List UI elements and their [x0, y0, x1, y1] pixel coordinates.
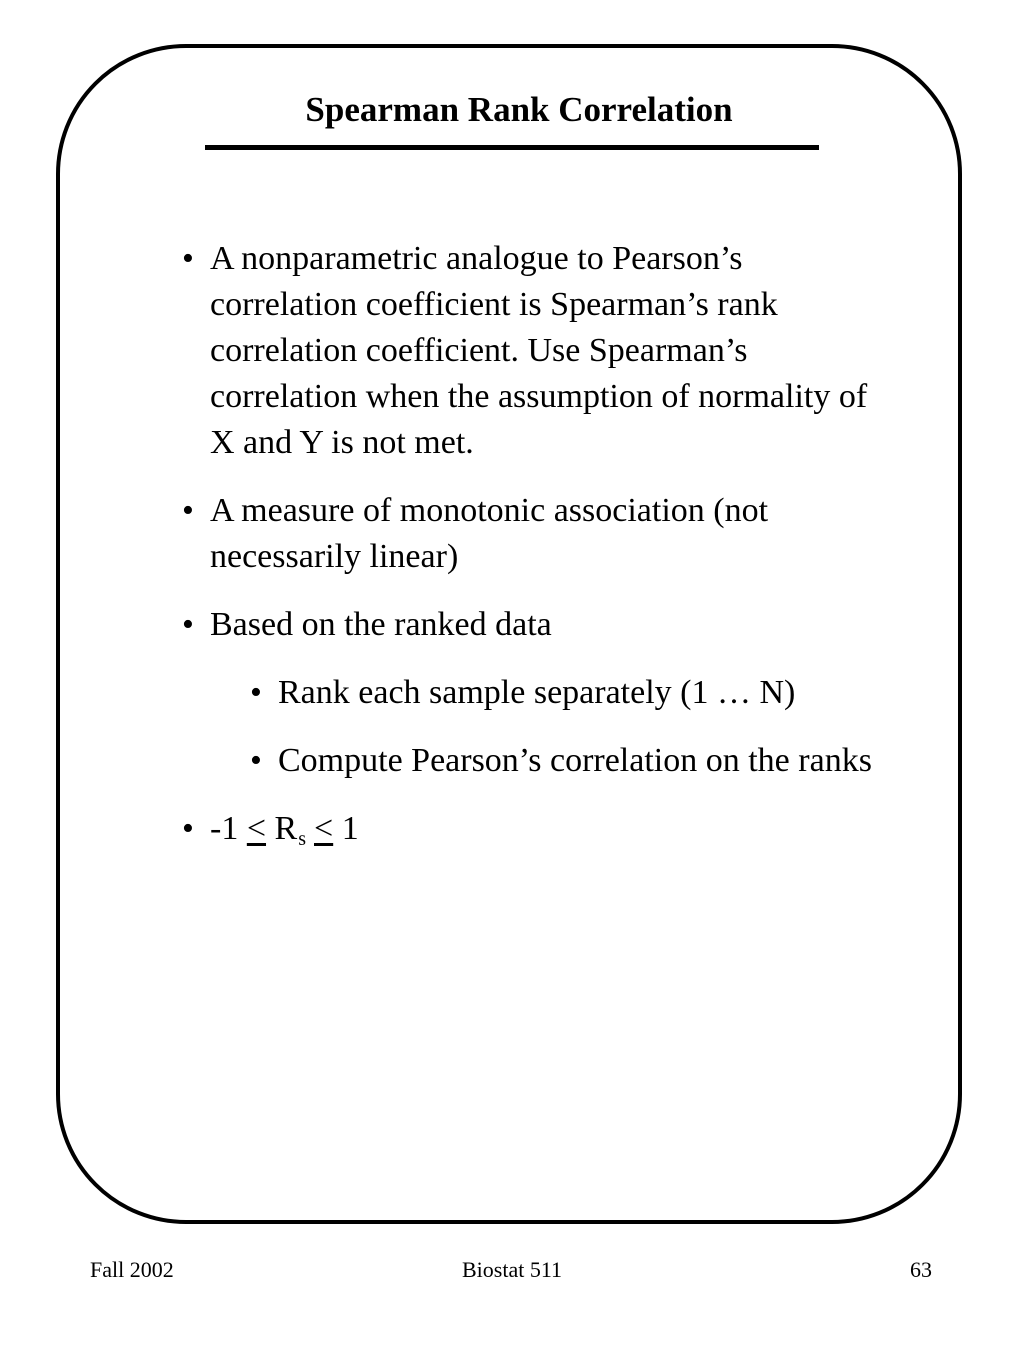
bullet-list: [180, 236, 880, 884]
bullet-text: Based on the ranked data: [210, 606, 552, 643]
title-underline: [205, 145, 819, 150]
formula-bullet: [180, 806, 880, 862]
bullet-text: A nonparametric analogue to Pearson’s correlation coefficient is Spearman’s rank correlation coefficient. Use Spearman’s correlation when the assumption of normality of X and Y is not met.: [210, 240, 868, 461]
bullet-text: Compute Pearson’s correlation on the ranks: [278, 742, 872, 779]
bullet-marker: •: [182, 810, 194, 847]
sub-bullet-item: [248, 738, 880, 784]
bullet-marker: •: [250, 674, 262, 711]
formula-lower-bound: -1: [210, 810, 247, 847]
bullet-item: [180, 602, 880, 648]
bullet-marker: •: [182, 240, 194, 277]
sub-bullet-item: [248, 670, 880, 716]
bullet-marker: •: [250, 742, 262, 779]
formula-upper-bound: 1: [333, 810, 359, 847]
bullet-marker: •: [182, 606, 194, 643]
bullet-text: A measure of monotonic association (not necessarily linear): [210, 492, 769, 575]
slide-title: Spearman Rank Correlation: [305, 90, 733, 129]
bullet-text: Rank each sample separately (1 … N): [278, 674, 796, 711]
footer-page-number: 63: [910, 1257, 932, 1282]
bullet-item: [180, 488, 880, 580]
footer-term: Fall 2002: [90, 1257, 174, 1282]
bullet-item: [180, 236, 880, 466]
formula-variable: R: [266, 810, 298, 847]
formula-subscript: s: [298, 828, 306, 850]
less-equal-symbol: <: [314, 810, 334, 847]
footer-course: Biostat 511: [461, 1257, 563, 1282]
less-equal-symbol: <: [246, 810, 267, 847]
bullet-marker: •: [182, 492, 194, 529]
